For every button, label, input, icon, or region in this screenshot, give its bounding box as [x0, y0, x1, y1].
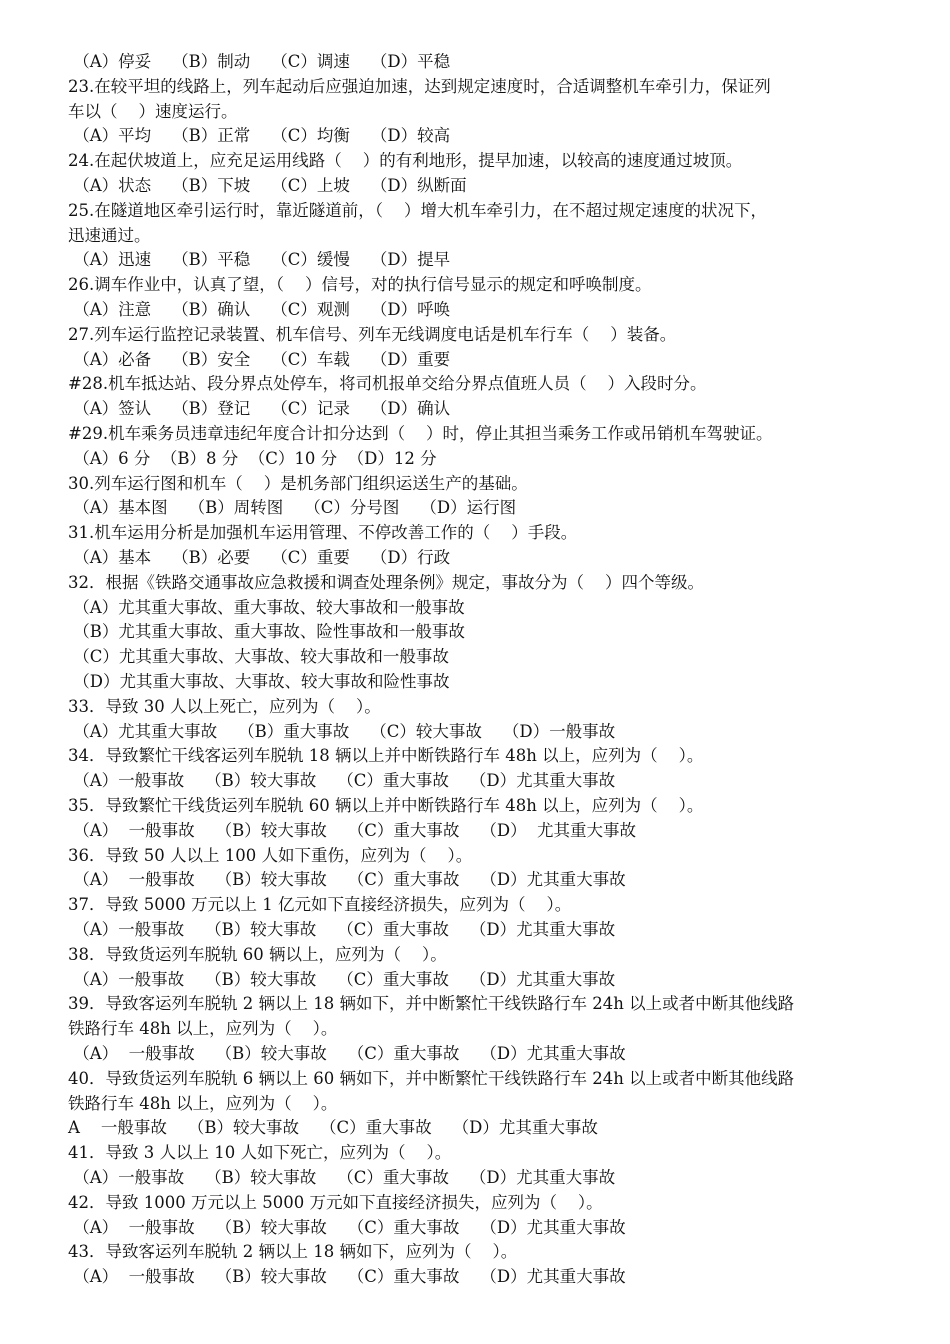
- text-line: 31.机车运用分析是加强机车运用管理、不停改善工作的（ ）手段。: [68, 523, 578, 543]
- text-line: （D）尤其重大事故、大事故、较大事故和险性事故: [68, 672, 450, 691]
- text-line: 34．导致繁忙干线客运列车脱轨 18 辆以上并中断铁路行车 48h 以上，应列为（ ）。: [68, 746, 704, 766]
- text-line: （A）6 分 （B）8 分 （C）10 分 （D）12 分: [68, 448, 437, 468]
- text-line: 30.列车运行图和机车（ ）是机务部门组织运送生产的基础。: [68, 473, 528, 493]
- text-line: 27.列车运行监控记录装置、机车信号、列车无线调度电话是机车行车（ ）装备。: [68, 324, 677, 344]
- text-line: 36．导致 50 人以上 100 人如下重伤，应列为（ ）。: [68, 845, 473, 865]
- text-line: #29.机车乘务员违章违纪年度合计扣分达到（ ）时，停止其担当乘务工作或吊销机车驾驶证。: [68, 424, 773, 443]
- text-line: 42．导致 1000 万元以上 5000 万元如下直接经济损失，应列为（ ）。: [68, 1192, 603, 1212]
- text-line: A 一般事故 （B）较大事故 （C）重大事故 （D）尤其重大事故: [68, 1118, 598, 1138]
- text-line: （A）平均 （B）正常 （C）均衡 （D）较高: [68, 126, 451, 146]
- text-line: （B）尤其重大事故、重大事故、险性事故和一般事故: [68, 622, 465, 642]
- text-line: （A）基本图 （B）周转图 （C）分号图 （D）运行图: [68, 498, 517, 518]
- text-line: 迅速通过。: [68, 225, 151, 245]
- text-line: 43．导致客运列车脱轨 2 辆以上 18 辆如下，应列为（ ）。: [68, 1242, 518, 1262]
- text-line: 23.在较平坦的线路上，列车起动后应强迫加速，达到规定速度时，合适调整机车牵引力，保证列: [68, 76, 771, 96]
- text-line: 38．导致货运列车脱轨 60 辆以上，应列为（ ）。: [68, 944, 447, 964]
- text-line: （A）注意 （B）确认 （C）观测 （D）呼唤: [68, 300, 451, 319]
- text-line: （A） 一般事故 （B）较大事故 （C）重大事故 （D）尤其重大事故: [68, 870, 626, 890]
- text-line: （C）尤其重大事故、大事故、较大事故和一般事故: [68, 647, 449, 667]
- text-line: #28.机车抵达站、段分界点处停车，将司机报单交给分界点值班人员（ ）入段时分。: [68, 374, 707, 394]
- text-line: 26.调车作业中，认真了望，（ ）信号，对的执行信号显示的规定和呼唤制度。: [68, 275, 652, 295]
- text-line: （A） 一般事故 （B）较大事故 （C）重大事故 （D）尤其重大事故: [68, 1217, 626, 1237]
- text-line: 车以（ ）速度运行。: [68, 101, 238, 121]
- text-line: 33．导致 30 人以上死亡，应列为（ ）。: [68, 696, 381, 716]
- text-line: 40．导致货运列车脱轨 6 辆以上 60 辆如下，并中断繁忙干线铁路行车 24h 以上或者中断其他线路: [68, 1068, 795, 1088]
- text-line: 35．导致繁忙干线货运列车脱轨 60 辆以上并中断铁路行车 48h 以上，应列为（ ）。: [68, 796, 704, 815]
- text-line: 32．根据《铁路交通事故应急救援和调查处理条例》规定，事故分为（ ）四个等级。: [68, 572, 704, 592]
- text-line: （A） 一般事故 （B）较大事故 （C）重大事故 （D）尤其重大事故: [68, 1044, 626, 1063]
- text-line: （A）尤其重大事故 （B）重大事故 （C）较大事故 （D）一般事故: [68, 721, 616, 741]
- text-line: （A）一般事故 （B）较大事故 （C）重大事故 （D）尤其重大事故: [68, 969, 616, 989]
- text-line: （A）必备 （B）安全 （C）车载 （D）重要: [68, 349, 451, 369]
- text-line: 铁路行车 48h 以上，应列为（ ）。: [68, 1019, 338, 1039]
- text-line: （A）基本 （B）必要 （C）重要 （D）行政: [68, 548, 451, 567]
- text-line: 37．导致 5000 万元以上 1 亿元如下直接经济损失，应列为（ ）。: [68, 895, 572, 915]
- text-line: （A）一般事故 （B）较大事故 （C）重大事故 （D）尤其重大事故: [68, 920, 616, 939]
- text-line: （A）迅速 （B）平稳 （C）缓慢 （D）提早: [68, 250, 451, 270]
- text-line: 41．导致 3 人以上 10 人如下死亡，应列为（ ）。: [68, 1143, 452, 1163]
- text-line: （A）一般事故 （B）较大事故 （C）重大事故 （D）尤其重大事故: [68, 771, 616, 791]
- text-line: （A）停妥 （B）制动 （C）调速 （D）平稳: [68, 52, 451, 71]
- text-line: （A）签认 （B）登记 （C）记录 （D）确认: [68, 399, 451, 419]
- text-line: （A）一般事故 （B）较大事故 （C）重大事故 （D）尤其重大事故: [68, 1168, 616, 1187]
- text-line: 25.在隧道地区牵引运行时，靠近隧道前，（ ）增大机车牵引力，在不超过规定速度的状况下，: [68, 200, 767, 220]
- text-line: （A） 一般事故 （B）较大事故 （C）重大事故 （D） 尤其重大事故: [68, 820, 637, 840]
- text-line: （A）尤其重大事故、重大事故、较大事故和一般事故: [68, 597, 465, 617]
- text-line: 24.在起伏坡道上，应充足运用线路（ ）的有利地形，提早加速，以较高的速度通过坡顶。: [68, 151, 743, 171]
- text-line: 39．导致客运列车脱轨 2 辆以上 18 辆如下，并中断繁忙干线铁路行车 24h 以上或者中断其他线路: [68, 994, 795, 1014]
- text-line: （A） 一般事故 （B）较大事故 （C）重大事故 （D）尤其重大事故: [68, 1267, 626, 1287]
- text-line: （A）状态 （B）下坡 （C）上坡 （D）纵断面: [68, 176, 467, 195]
- text-line: 铁路行车 48h 以上，应列为（ ）。: [68, 1093, 338, 1113]
